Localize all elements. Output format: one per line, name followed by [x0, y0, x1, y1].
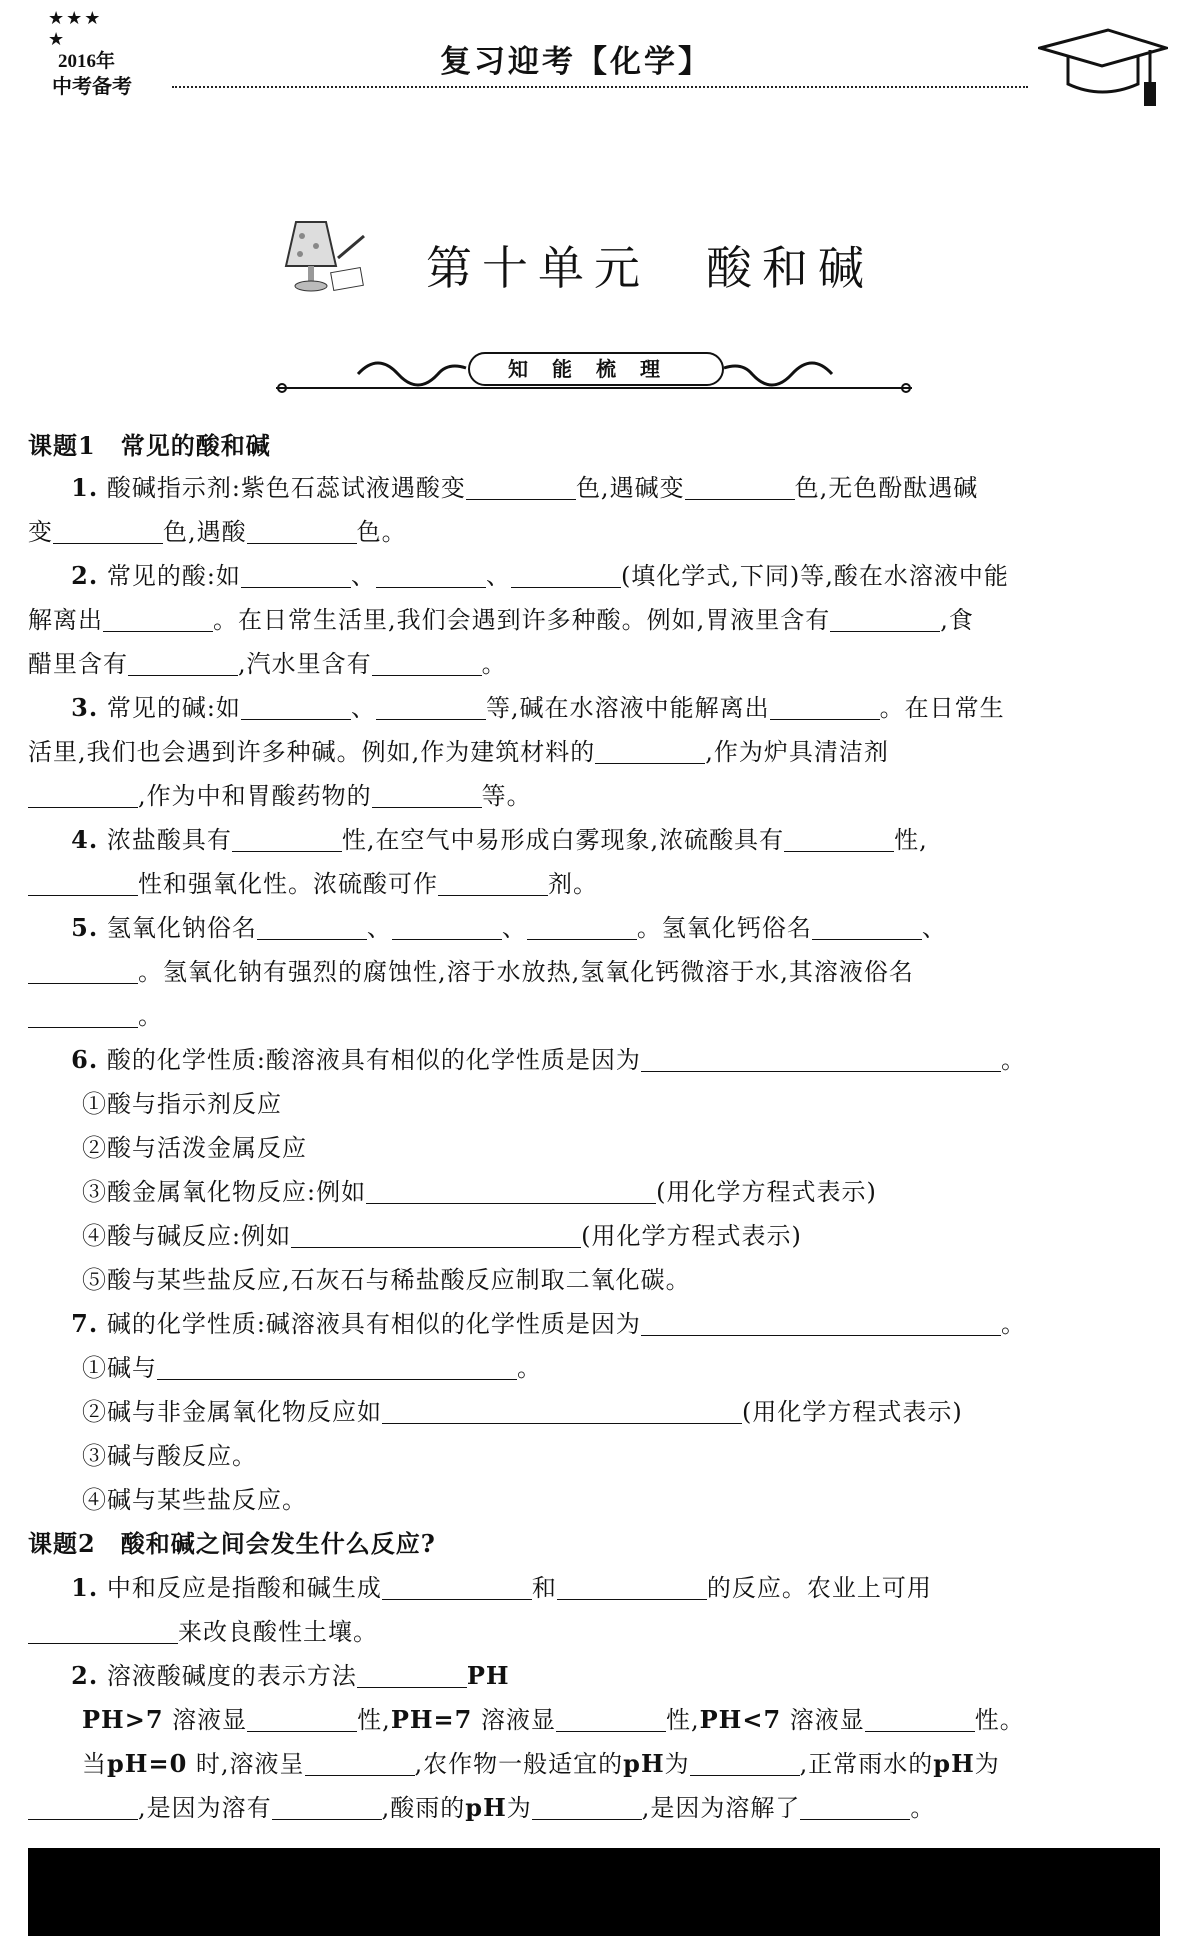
l2-q1-line-1: 1. 中和反应是指酸和碱生成 和 的反应。农业上可用 — [71, 1573, 932, 1602]
q5-line-1: 5. 氢氧化钠俗名 、 、 。氢氧化钙俗名 、 — [71, 913, 947, 942]
q6-item-4: ④酸与碱反应:例如 (用化学方程式表示) — [82, 1222, 802, 1250]
header-exam: 中考备考 — [52, 74, 132, 98]
q3-line-1: 3. 常见的碱:如 、 等,碱在水溶液中能解离出 。在日常生 — [71, 693, 1005, 722]
q5-line-2: 。氢氧化钠有强烈的腐蚀性,溶于水放热,氢氧化钙微溶于水,其溶液俗名 — [28, 950, 914, 994]
header-year: 2016年 — [58, 51, 116, 72]
q2-line-3: 醋里含有 ,汽水里含有 。 — [28, 650, 507, 678]
lesson-title-1: 课题1 常见的酸和碱 — [28, 431, 271, 460]
stars-icon: ★★★ ★ — [48, 8, 103, 50]
q1-line-2: 变 色,遇酸 色。 — [28, 518, 407, 546]
q7-item-1: ①碱与 。 — [82, 1354, 542, 1382]
q6-item-2: ②酸与活泼金属反应 — [82, 1134, 307, 1162]
lesson-2-heading — [28, 1522, 436, 1566]
q3-line-3: ,作为中和胃酸药物的 等。 — [28, 774, 532, 818]
l2-q1-line-2: 来改良酸性土壤。 — [28, 1610, 378, 1654]
footer-bar — [28, 1848, 1160, 1936]
banner-label: 知能梳理 — [468, 352, 724, 386]
q5-line-3: 。 — [28, 994, 163, 1038]
q3-line-2: 活里,我们也会遇到许多种碱。例如,作为建筑材料的 ,作为炉具清洁剂 — [28, 738, 889, 766]
l2-q2-line-1: 2. 溶液酸碱度的表示方法 PH — [71, 1661, 510, 1690]
q2-line-2: 解离出 。在日常生活里,我们会遇到许多种酸。例如,胃液里含有 ,食 — [28, 606, 974, 634]
q2-line-1: 2. 常见的酸:如 、 、 (填化学式,下同)等,酸在水溶液中能 — [71, 561, 1009, 590]
q7-item-3: ③碱与酸反应。 — [82, 1442, 257, 1470]
lesson-title-2: 课题2 酸和碱之间会发生什么反应? — [28, 1529, 436, 1558]
q6-line-1: 6. 酸的化学性质:酸溶液具有相似的化学性质是因为 。 — [71, 1045, 1026, 1074]
lesson-1-heading — [28, 424, 271, 468]
header-divider — [172, 86, 1028, 88]
q7-item-2: ②碱与非金属氧化物反应如 (用化学方程式表示) — [82, 1398, 963, 1426]
lamp-icon — [278, 218, 368, 298]
q7-line-1: 7. 碱的化学性质:碱溶液具有相似的化学性质是因为 。 — [71, 1309, 1026, 1338]
q6-item-3: ③酸金属氧化物反应:例如 (用化学方程式表示) — [82, 1178, 877, 1206]
l2-q2-line-3: 当pH=0 时,溶液呈 ,农作物一般适宜的pH为 ,正常雨水的pH为 — [82, 1749, 1000, 1778]
q1-line-1: 1. 酸碱指示剂:紫色石蕊试液遇酸变 色,遇碱变 色,无色酚酞遇碱 — [71, 473, 979, 502]
section-banner — [268, 346, 920, 394]
q4-line-1: 4. 浓盐酸具有 性,在空气中易形成白雾现象,浓硫酸具有 性, — [71, 825, 928, 854]
q6-item-5: ⑤酸与某些盐反应,石灰石与稀盐酸反应制取二氧化碳。 — [82, 1266, 691, 1294]
l2-q2-line-2: PH>7 溶液显 性,PH=7 溶液显 性,PH<7 溶液显 性。 — [82, 1705, 1025, 1734]
q4-line-2: 性和强氧化性。浓硫酸可作 剂。 — [28, 862, 598, 906]
header-title: 复习迎考【化学】 — [440, 44, 712, 80]
unit-title: 第十单元 酸和碱 — [426, 241, 874, 295]
q6-item-1: ①酸与指示剂反应 — [82, 1090, 282, 1118]
header-badge — [28, 8, 168, 98]
l2-q2-line-4: ,是因为溶有 ,酸雨的pH为 ,是因为溶解了 。 — [28, 1786, 935, 1830]
q7-item-4: ④碱与某些盐反应。 — [82, 1486, 307, 1514]
graduation-cap-icon — [1038, 26, 1168, 106]
